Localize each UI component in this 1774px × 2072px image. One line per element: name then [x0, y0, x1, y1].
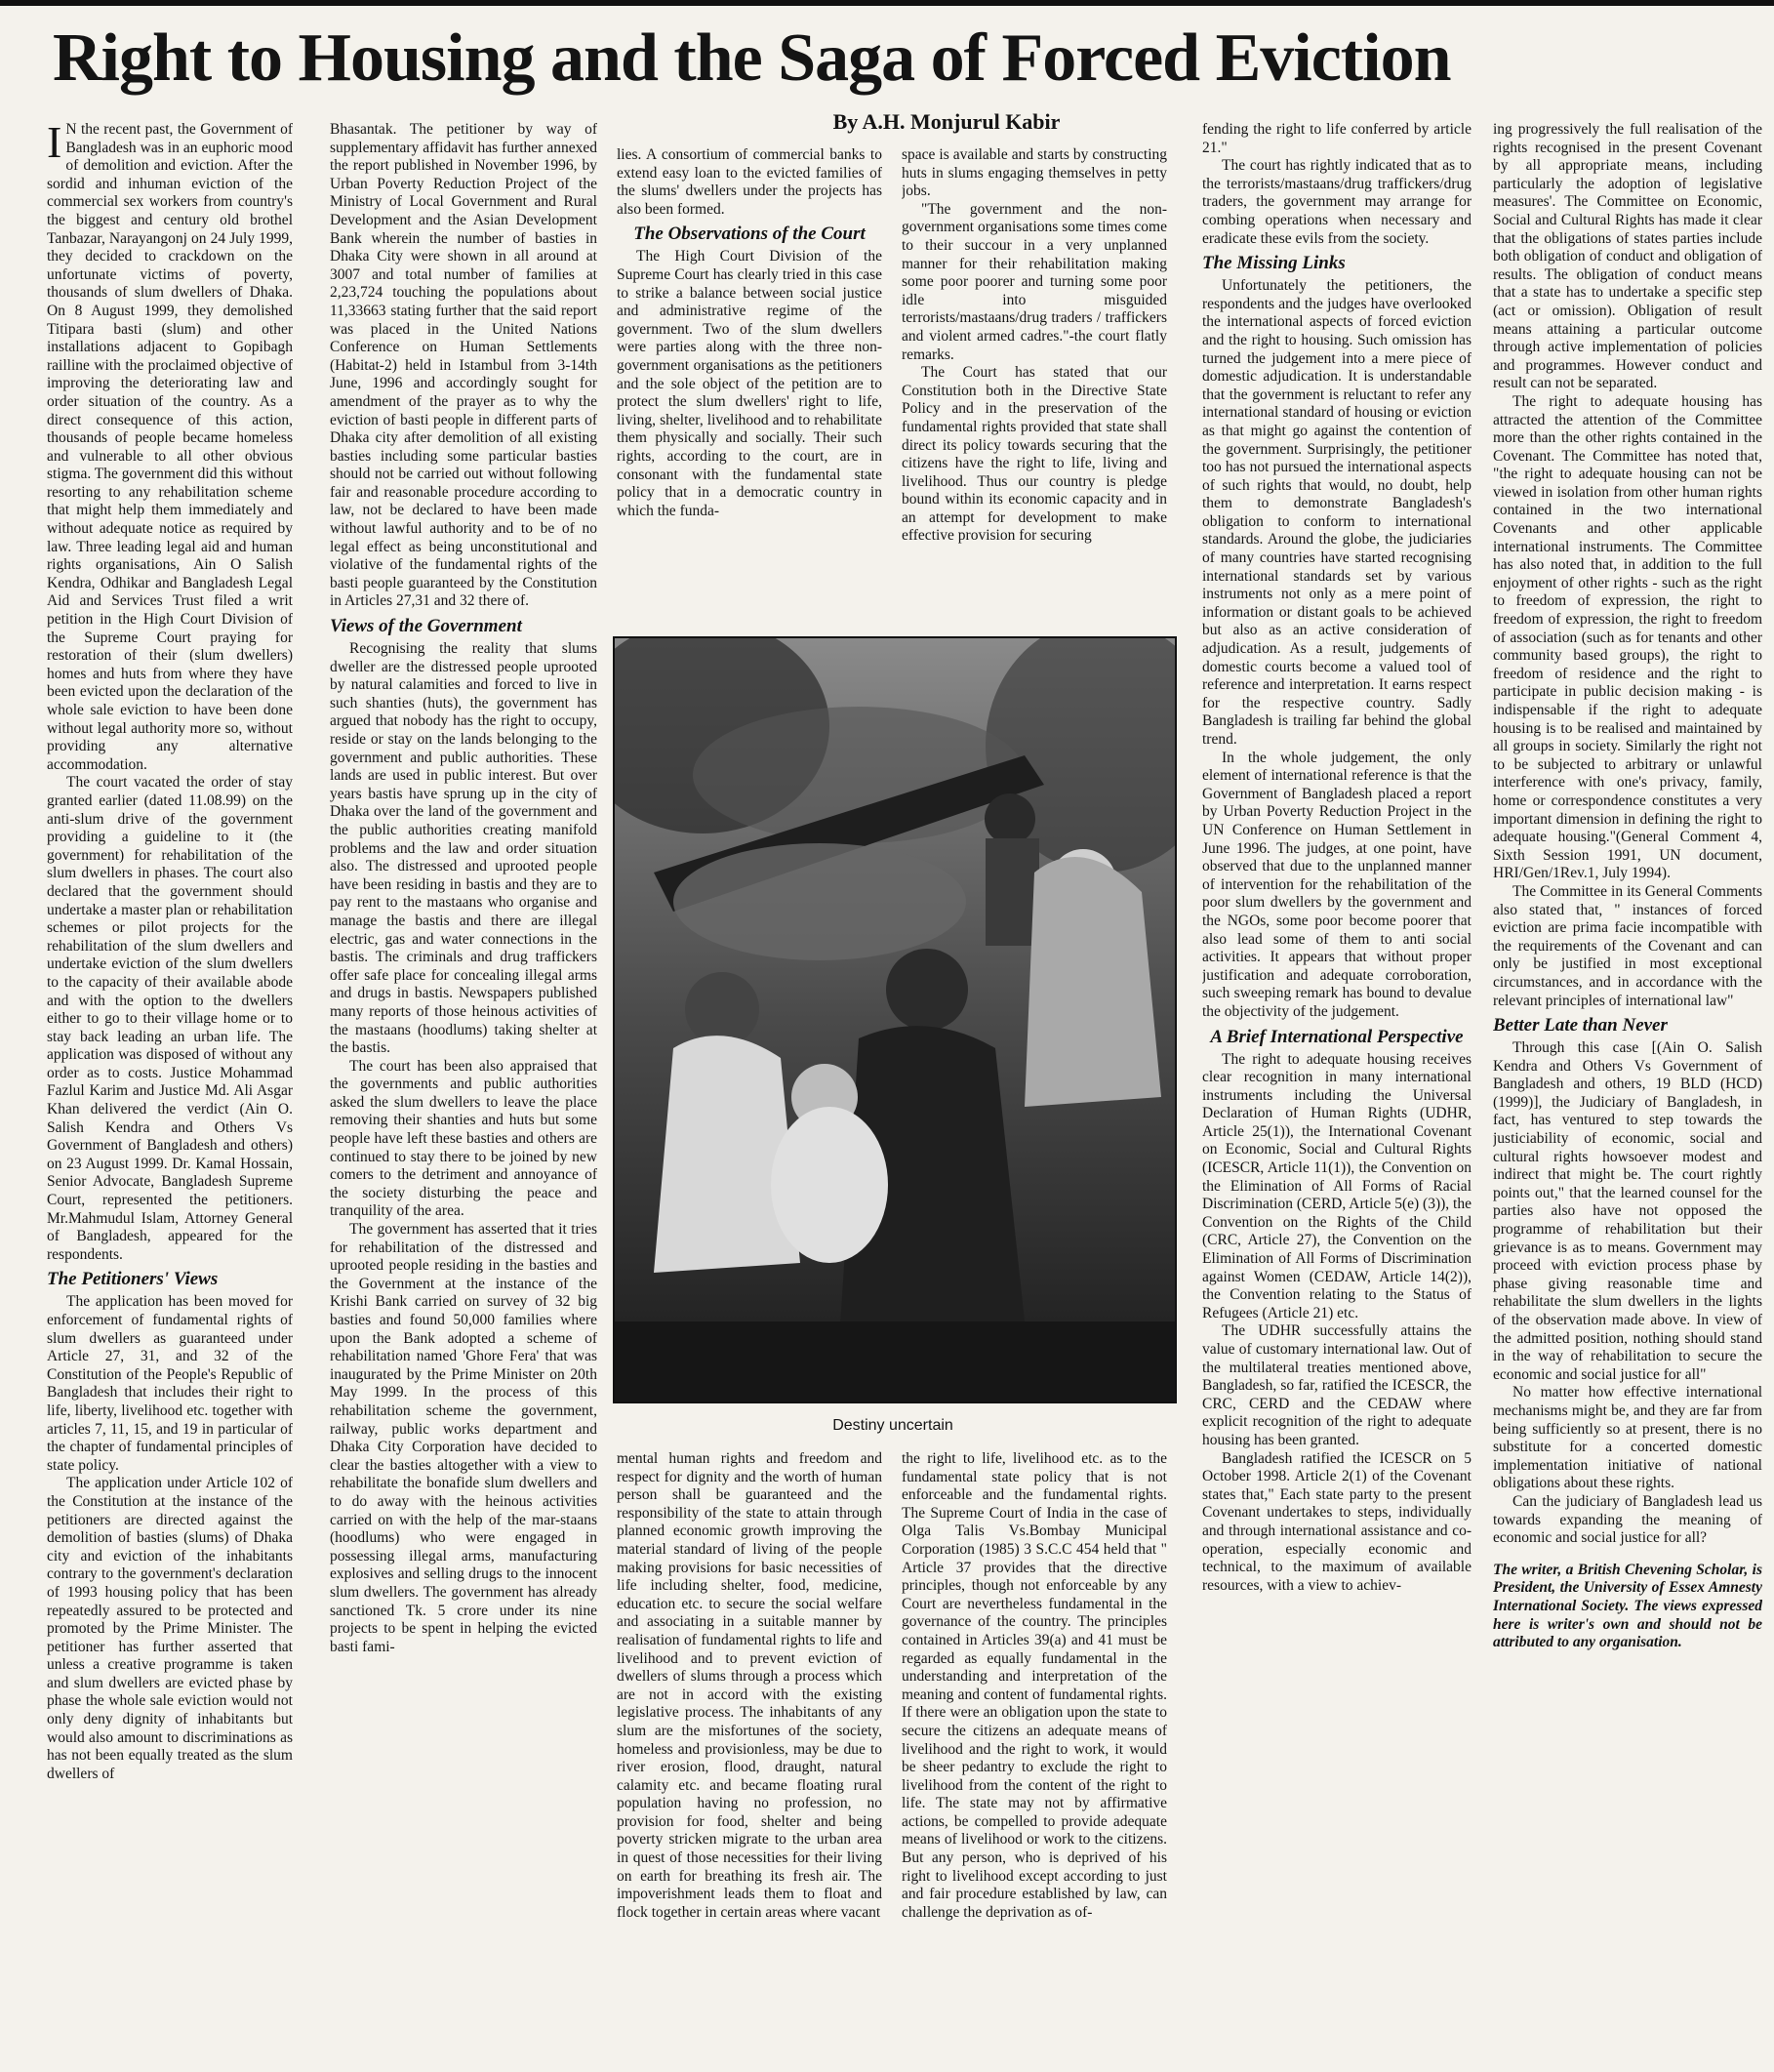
paragraph: The Committee in its General Comments also stated that, " instances of forced eviction are prima facie incompatible with the requirements of the Covenant and can only be justified in most exceptional circumstances, and in accordance with the relevant principles of international law": [1493, 882, 1762, 1009]
paragraph: Unfortunately the petitioners, the respondents and the judges have overlooked the international aspects of forced eviction and the right to housing. Such omission has turned the judgement into a mere piece of domestic adjudication. It is understandable that the government is reluctant to refer any international standard of housing or eviction as that might go against the contention of the government. Surprisingly, the petitioner too has not pursued the international aspects of such rights that would, no doubt, help them to demonstrate Bangladesh's obligation to conform to international standards. Around the globe, the judiciaries of many countries have started recognising international standards set by various instruments not only as a mere point of information or distant goals to be achieved but also as an active consideration of adjudication. As a result, judgements of domestic courts become a valued tool of reference and interpretation. It earns respect for the respective country. Sadly Bangladesh is trailing far behind the global trend.: [1202, 277, 1472, 748]
article-column-4-top: [902, 146, 1167, 625]
subheading-missing-links: The Missing Links: [1202, 253, 1346, 274]
eviction-photo: [613, 636, 1177, 1403]
subheading-observations-of-court: The Observations of the Court: [633, 223, 866, 245]
paragraph: The UDHR successfully attains the value of customary international law. Out of the multilateral treaties mentioned above, Bangladesh, so far, ratified the ICESCR, the CRC, CERD and the CEDAW where explicit recognition of the right to adequate housing has been granted.: [1202, 1322, 1472, 1448]
paragraph: The right to adequate housing has attracted the attention of the Committee more than the other rights contained in the Covenant. The Committee has noted that, "the right to adequate housing can not be viewed in isolation from other human rights contained in the two international Covenants and other applicable international instruments. The Committee has also noted that, in addition to the full enjoyment of other rights - such as the right to freedom of expression, the right to freedom of expression, the right to freedom of association (such as for tenants and other community based groups), the right to freedom of residence and the right to participate in public decision making - is indispensable if the right to adequate housing is to be realised and maintained by all groups in society. Similarly the right not to be subjected to arbitrary or unlawful interference with one's privacy, family, home or correspondence constitutes a very important dimension in defining the right to adequate housing."(General Comment 4, Sixth Session 1991, UN document, HRI/Gen/1Rev.1, July 1994).: [1493, 392, 1762, 882]
headline: Right to Housing and the Saga of Forced Eviction: [53, 20, 1451, 96]
top-rule: [0, 0, 1774, 6]
paragraph: Through this case [(Ain O. Salish Kendra and Others Vs Government of Bangladesh and others, 19 BLD (HCD)(1999)], the Judiciary of Bangladesh, in fact, has ventured to step towards the justiciability of economic, social and cultural rights howsoever modest and indirect that might be. The court rightly points out," that the learned counsel for the parties also have not opposed the programme of rehabilitation but their grievance is as to means. Government may proceed with eviction process phase by phase giving reasonable time and rehabilitate the slum dwellers in the lights of the observation made above. In view of the admitted position, nothing should stand in the way of rehabilitation to secure the economic and social justice for all": [1493, 1039, 1762, 1383]
subheading-better-late-than-never: Better Late than Never: [1493, 1015, 1668, 1036]
paragraph: mental human rights and freedom and respect for dignity and the worth of human person shall be guaranteed and the responsibility of the state to attain through planned economic growth improving the material standard of living of the people making provisions for basic necessities of life including shelter, food, medicine, education etc. to secure the social welfare and associating in a suitable manner by realisation of fundamental rights to life and livelihood and to prevent eviction of dwellers of slums through a process which are not in accord with the existing legislative process. The inhabitants of any slum are the misfortunes of the society, homeless and provisionless, may be due to river erosion, flood, draught, natural calamity etc. and became floating rural population having no profession, no provision for food, shelter and being poverty stricken migrate to the urban area in quest of those necessities for their living on earth for breathing its fresh air. The impoverishment leads them to float and flock together in certain areas where vacant: [617, 1450, 882, 1921]
paragraph: "The government and the non-government organisations some times come to their succour in a very unplanned manner for their rehabilitation making some poor poorer and turning some poor idle into misguided terrorists/mastaans/drug traders / traffickers and violent armed cadres."-the court flatly remarks.: [902, 200, 1167, 363]
article-column-3-bottom: [617, 1450, 882, 2057]
article-column-6: [1493, 121, 1762, 2057]
subheading-petitioners-views: The Petitioners' Views: [47, 1269, 219, 1290]
paragraph: The court has rightly indicated that as to the terrorists/mastaans/drug traffickers/drug traders, the government may arrange for combing operations when necessary and eradicate these evils from the society.: [1202, 157, 1472, 247]
article-column-1: [47, 121, 293, 2057]
paragraph: The High Court Division of the Supreme Court has clearly tried in this case to strike a balance between social justice and administrative regime of the government. Two of the slum dwellers were parties along with the three non-government organisations as the petitioners and the sole object of the petition are to protect the slum dwellers' right to life, living, shelter, livelihood and to rehabilitate them physically and socially. Their such rights, according to the court, are in consonant with the fundamental state policy that in a democratic country in which the funda-: [617, 248, 882, 519]
paragraph-text: N the recent past, the Government of Bangladesh was in an euphoric mood of demolition and eviction. After the sordid and inhuman eviction of the commercial sex workers from country's the biggest and century old brothel Tanbazar, Narayangonj on 24 July 1999, they decided to crackdown on the unfortunate victims of poverty, thousands of slum dwellers of Dhaka. On 8 August 1999, they demolished Titipara basti (slum) and other installations adjacent to Gopibagh railline with the proclaimed objective of improving the deteriorating law and order situation of the country. As a direct consequence of this action, thousands of people became homeless and vulnerable to all other obvious stigma. The government did this without resorting to any rehabilitation scheme that might help them immediately and without adequate notice as required by law. Three leading legal aid and human rights organisations, Ain O Salish Kendra, Odhikar and Bangladesh Legal Aid and Services Trust filed a writ petition in the High Court Division of the Supreme Court praying for restoration of their (slum dwellers) homes and huts from where they have been evicted upon the declaration of the whole sale eviction to have been done without legal authority more so, without providing any alternative accommodation.: [47, 121, 293, 773]
paragraph: Recognising the reality that slums dweller are the distressed people uprooted by natural calamities and forced to live in such shanties (huts), the government has argued that nobody has the right to occupy, reside or stay on the lands belonging to the government and public authorities. These lands are used in public interest. But over years bastis have sprung up in the city of Dhaka over the land of the government and the public authorities creating manifold problems and the law and order situation also. The distressed and uprooted people have been residing in bastis and they are to pay rent to the mastaans who organise and manage the bastis and there are illegal electric, gas and water connections in the bastis. The criminals and drug traffickers offer safe place for concealing illegal arms and drugs in bastis. Newspapers published many reports of those heinous activities of the mastaans (hoodlums) taking shelter at the bastis.: [330, 640, 597, 1057]
paragraph: ing progressively the full realisation of the rights recognised in the present Covenant by all appropriate means, including particularly the adoption of legislative measures'. The Committee on Economic, Social and Cultural Rights has made it clear that the obligations of states parties include both obligation of conduct and obligation of results. The obligation of conduct means that a state has to undertake a specific step (act or omission). Obligation of result means attaining a particular outcome through active implementation of policies and programmes. However conduct and result can not be separated.: [1493, 121, 1762, 392]
paragraph: lies. A consortium of commercial banks to extend easy loan to the evicted families of the slums' dwellers under the projects has also been formed.: [617, 146, 882, 218]
article-column-4-bottom: [902, 1450, 1167, 2057]
article-column-2: [330, 121, 597, 2057]
paragraph: The court vacated the order of stay granted earlier (dated 11.08.99) on the anti-slum drive of the government providing a guideline to it (the government) for rehabilitation of the slum dwellers in phases. The court also declared that the government should undertake a master plan or rehabilitation schemes or pilot projects for the rehabilitation of the slum dwellers and undertake eviction of the slum dwellers to the capacity of their available abode and with the option to the dwellers either to go to their village home or to stay back leading an urban life. The application was disposed of without any order as to costs. Justice Mohammad Fazlul Karim and Justice Md. Ali Asgar Khan delivered the verdict (Ain O. Salish Kendra and Others Vs Government of Bangladesh and others) on 23 August 1999. Dr. Kamal Hossain, Senior Advocate, Bangladesh Supreme Court, represented the petitioners. Mr.Mahmudul Islam, Attorney General of Bangladesh, appeared for the respondents.: [47, 774, 293, 1263]
paragraph: space is available and starts by constructing huts in slums engaging themselves in petty jobs.: [902, 146, 1167, 200]
paragraph: The application under Article 102 of the Constitution at the instance of the petitioners are directed against the demolition of basties (slums) of Dhaka city and eviction of the inhabitants contrary to the government's declaration of 1993 housing policy that has been repeatedly assured to be protected and promoted by the Prime Minister. The petitioner has further asserted that unless a creative programme is taken and slum dwellers are evicted phase by phase the whole sale eviction would not only deny dignity of inhabitants but would also amount to discriminations as has not been equally treated as the slum dwellers of: [47, 1475, 293, 1782]
paragraph: The application has been moved for enforcement of fundamental rights of slum dwellers as guaranteed under Article 27, 31, and 32 of the Constitution of the People's Republic of Bangladesh that includes their right to life, liberty, livelihood etc. together with articles 7, 11, 15, and 19 in particular of the chapter of fundamental principles of state policy.: [47, 1293, 293, 1474]
article-column-5: [1202, 121, 1472, 2057]
byline: By A.H. Monjurul Kabir: [832, 109, 1061, 134]
paragraph: The Court has stated that our Constitution both in the Directive State Policy and in the preservation of the fundamental rights provided that state shall direct its policy towards securing that the citizens have the right to life, living and livelihood. Thus our country is pledge bound within its economic capacity and in an attempt for development to make effective provision for securing: [902, 364, 1167, 545]
paragraph: Bangladesh ratified the ICESCR on 5 October 1998. Article 2(1) of the Covenant states that," Each state party to the present Covenant undertakes to steps, individually and through international assistance and co-operation, especially economic and technical, to the maximum of available resources, with a view to achiev-: [1202, 1449, 1472, 1594]
paragraph: In the whole judgement, the only element of international reference is that the Government of Bangladesh placed a report by Urban Poverty Reduction Project in the UN Conference on Human Settlement in June 1996. The judges, at one point, have observed that due to the unplanned manner of intervention for the rehabilitation of the poor slum dwellers by the government and the NGOs, some poor become poorer that also lead some of them to anti social activities. It appears that without proper justification and adequate corroboration, such sweeping remark has bound to devalue the objectivity of the judgement.: [1202, 749, 1472, 1020]
subheading-international-perspective: A Brief International Perspective: [1210, 1026, 1464, 1047]
paragraph: No matter how effective international mechanisms might be, and they are far from being sufficiently so at present, there is no substitute for a concerted domestic implementation initiative of national obligations about these rights.: [1493, 1384, 1762, 1492]
paragraph: Bhasantak. The petitioner by way of supplementary affidavit has further annexed the report published in November 1996, by Urban Poverty Reduction Project of the Ministry of Local Government and Rural Development and the Asian Development Bank wherein the number of basties in Dhaka City were shown in all around at 3007 and total number of families at 2,23,724 touching the populations about 11,33663 stating further that the said report was placed in the United Nations Conference on Human Settlements (Habitat-2) held in Istambul from 3-14th June, 1996 and accordingly sought for amendment of the prayer as to why the eviction of basti people in different parts of Dhaka city after demolition of all existing basties including some particular basties should not be carried out without following fair and reasonable procedure according to law, not be declared to have been made without lawful authority and to be of no legal effect as being unconstitutional and violative of the fundamental rights of the basti people guaranteed by the Constitution in Articles 27,31 and 32 there of.: [330, 121, 597, 610]
drop-cap: I: [47, 121, 62, 167]
paragraph: Can the judiciary of Bangladesh lead us towards expanding the meaning of economic and social justice for all?: [1493, 1492, 1762, 1547]
photo-caption: Destiny uncertain: [832, 1417, 953, 1434]
paragraph: The government has asserted that it tries for rehabilitation of the distressed and uprooted people residing in the basties and the Government at the instance of the Krishi Bank carried on survey of 32 big basties and found 50,000 families where upon the Bank adopted a scheme of rehabilitation named 'Ghore Fera' that was inaugurated by the Prime Minister on 20th May 1999. In the process of this rehabilitation scheme the government, railway, public works department and Dhaka City Corporation have decided to clear the basties altogether with a view to rehabilitate the bonafide slum dwellers and to do away with the heinous activities carried on with the help of the mar-staans (hoodlums) who were engaged in possessing illegal arms, manufacturing explosives and selling drugs to the innocent slum dwellers. The government has already sanctioned Tk. 5 crore under its nine projects to be spent in helping the evicted basti fami-: [330, 1221, 597, 1655]
author-bio: The writer, a British Chevening Scholar, is President, the University of Essex Amnesty International Society. The views expressed here is writer's own and should not be attributed to any organisation.: [1493, 1561, 1762, 1651]
subheading-views-of-government: Views of the Government: [330, 616, 522, 637]
paragraph: [47, 121, 293, 774]
paragraph: The court has been also appraised that the governments and public authorities asked the slum dwellers to leave the place removing their shanties and huts but some people have left these basties and others are continued to stay there to be joined by new comers to the detriment and annoyance of the society disturbing the peace and tranquility of the area.: [330, 1057, 597, 1220]
paragraph: The right to adequate housing receives clear recognition in many international instruments including the Universal Declaration of Human Rights (UDHR, Article 25(1)), the International Covenant on Economic, Social and Cultural Rights (ICESCR, Article 11(1)), the Convention on the Elimination of All Forms of Racial Discrimination (CERD, Article 5(e) (3)), the Convention on the Rights of the Child (CRC, Article 27), the Convention on the Elimination of All Forms of Discrimination against Women (CEDAW, Article 14(2)), the Convention relating to the Status of Refugees (Article 21) etc.: [1202, 1050, 1472, 1321]
paragraph: the right to life, livelihood etc. as to the fundamental state policy that is not enforceable and the fundamental rights. The Supreme Court of India in the case of Olga Talis Vs.Bombay Municipal Corporation (1985) 3 S.C.C 454 held that " Article 37 provides that the directive principles, though not enforceable by any Court are nevertheless fundamental in the governance of the country. The principles contained in Articles 39(a) and 41 must be regarded as equally fundamental in the understanding and interpretation of the meaning and content of fundamental rights. If there were an obligation upon the state to secure the citizens an adequate means of livelihood and the right to work, it would be sheer pedantry to exclude the right to livelihood from the content of the right to life. The state may not by affirmative actions, be compelled to provide adequate means of livelihood or work to the citizens. But any person, who is deprived of his right to livelihood except according to just and fair procedure established by law, can challenge the deprivation as of-: [902, 1450, 1167, 1921]
article-column-3-top: [617, 146, 882, 625]
paragraph: fending the right to life conferred by article 21.": [1202, 121, 1472, 156]
photo-illustration: [615, 638, 1175, 1402]
